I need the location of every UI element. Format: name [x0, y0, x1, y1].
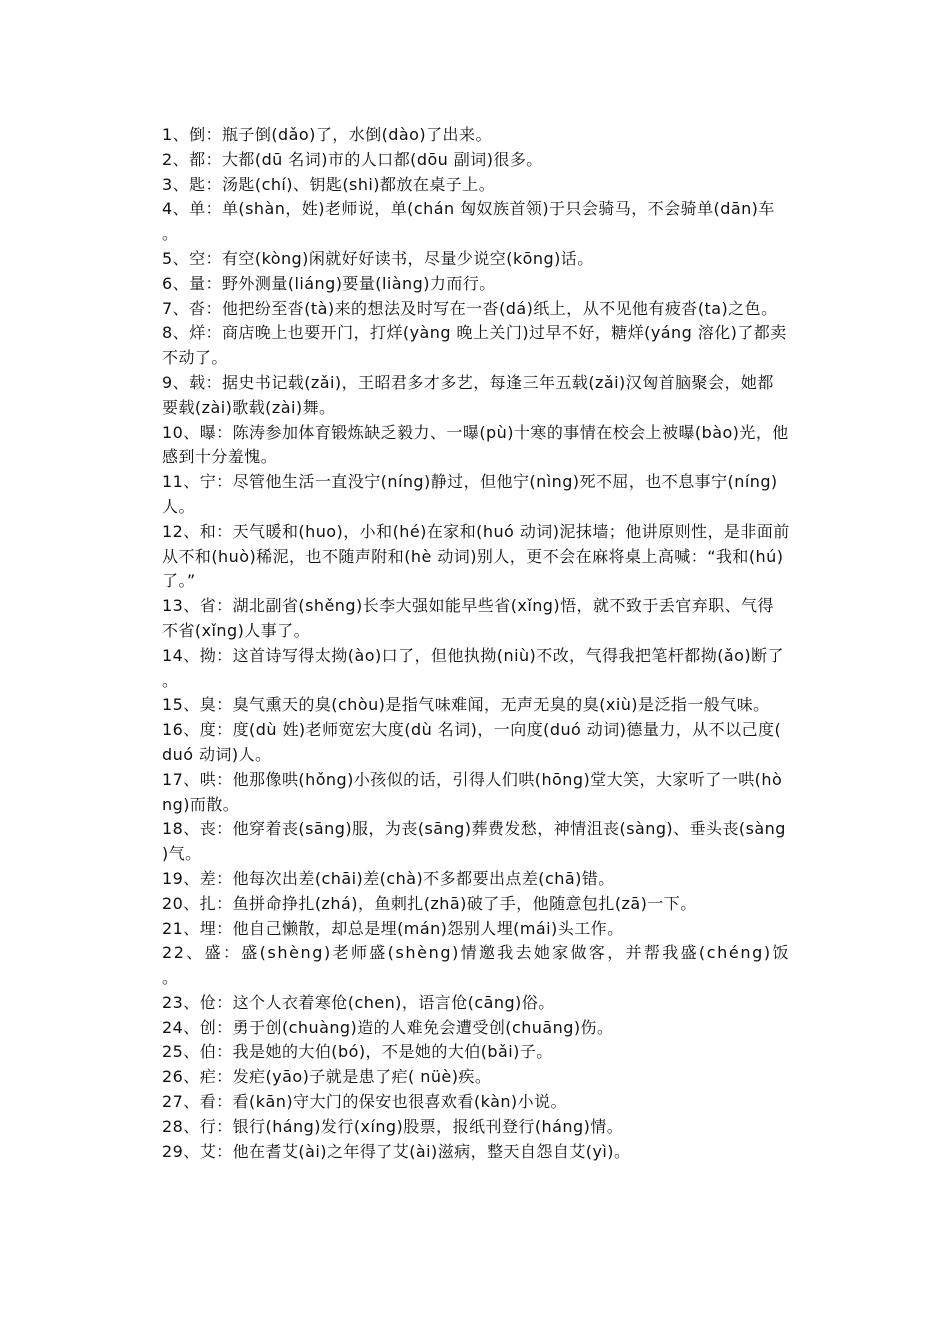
list-item: 21、埋：他自己懒散，却总是埋(mán)怨别人埋(mái)头工作。: [162, 918, 624, 938]
list-item: 12、和：天气暖和(huo)，小和(hé)在家和(huó 动词)泥抹墙；他讲原则性，是非面前从不和(huò)稀泥，也不随声附和(hè 动词)别人，更不会在麻将桌上高喊：“我和(hú)了。”: [162, 521, 790, 591]
list-item: 2、都：大都(dū 名词)市的人口都(dōu 副词)很多。: [162, 149, 543, 169]
list-item: 26、疟：发疟(yāo)子就是患了疟( nüè)疾。: [162, 1067, 492, 1087]
list-item: 14、拗：这首诗写得太拗(ào)口了，但他执拗(niù)不改，气得我把笔杆都拗(ǎo)断了。: [162, 645, 784, 690]
list-item: 23、伧：这个人衣着寒伧(chen)，语言伧(cāng)俗。: [162, 992, 555, 1012]
list-item: 15、臭：臭气熏天的臭(chòu)是指气味难闻，无声无臭的臭(xiù)是泛指一般气味。: [162, 695, 770, 715]
list-item: 16、度：度(dù 姓)老师宽宏大度(dù 名词)，一向度(duó 动词)德量力，从不以己度(duó 动词)人。: [162, 720, 782, 764]
list-item: 4、单：单(shàn，姓)老师说，单(chán 匈奴族首领)于只会骑马，不会骑单(dān)车。: [162, 199, 775, 244]
list-item: 17、哄：他那像哄(hǒng)小孩似的话，引得人们哄(hōng)堂大笑，大家听了一哄(hòng)而散。: [162, 769, 783, 814]
list-item: 27、看：看(kān)守大门的保安也很喜欢看(kàn)小说。: [162, 1092, 567, 1112]
list-item: 6、量：野外测量(liáng)要量(liàng)力而行。: [162, 273, 496, 293]
polyphone-list: [162, 123, 790, 1164]
list-item: 8、烊：商店晚上也要开门，打烊(yàng 晚上关门)过早不好，糖烊(yáng 溶化)了都卖不动了。: [162, 323, 787, 368]
list-item: 22、盛：盛(shèng)老师盛(shèng)情邀我去她家做客，并帮我盛(chéng)饭。: [162, 943, 790, 988]
list-item: 25、伯：我是她的大伯(bó)，不是她的大伯(bǎi)子。: [162, 1042, 553, 1062]
list-item: 11、宁：尽管他生活一直没宁(níng)静过，但他宁(nìng)死不屈，也不息事宁(níng)人。: [162, 472, 778, 516]
list-item: 20、扎：鱼拼命挣扎(zhá)，鱼刺扎(zhā)破了手，他随意包扎(zā)一下。: [162, 893, 697, 913]
list-item: 19、差：他每次出差(chāi)差(chà)不多都要出点差(chā)错。: [162, 868, 615, 888]
list-item: 7、沓：他把纷至沓(tà)来的想法及时写在一沓(dá)纸上，从不见他有疲沓(ta)之色。: [162, 298, 778, 318]
list-item: 5、空：有空(kòng)闲就好好读书，尽量少说空(kōng)话。: [162, 248, 594, 268]
list-item: 18、丧：他穿着丧(sāng)服，为丧(sāng)葬费发愁，神情沮丧(sàng)、垂头丧(sàng)气。: [162, 819, 786, 864]
list-item: 10、曝：陈涛参加体育锻炼缺乏毅力、一曝(pù)十寒的事情在校会上被曝(bào)光，他感到十分羞愧。: [162, 422, 789, 467]
list-item: 9、载：据史书记载(zǎi)，王昭君多才多艺，每逢三年五载(zǎi)汉匈首脑聚会，她都要载(zài)歌载(zài)舞。: [162, 372, 774, 417]
list-item: 24、创：勇于创(chuàng)造的人难免会遭受创(chuāng)伤。: [162, 1017, 614, 1037]
list-item: 29、艾：他在耆艾(ài)之年得了艾(ài)滋病，整天自怨自艾(yì)。: [162, 1141, 631, 1161]
list-item: 13、省：湖北副省(shěng)长李大强如能早些省(xǐng)悟，就不致于丢官弃职、气得不省(xǐng)人事了。: [162, 596, 774, 640]
list-item: 28、行：银行(háng)发行(xíng)股票，报纸刊登行(háng)情。: [162, 1116, 624, 1136]
list-item: 3、匙：汤匙(chí)、钥匙(shi)都放在桌子上。: [162, 174, 496, 194]
list-item: 1、倒：瓶子倒(dǎo)了，水倒(dào)了出来。: [162, 125, 492, 144]
